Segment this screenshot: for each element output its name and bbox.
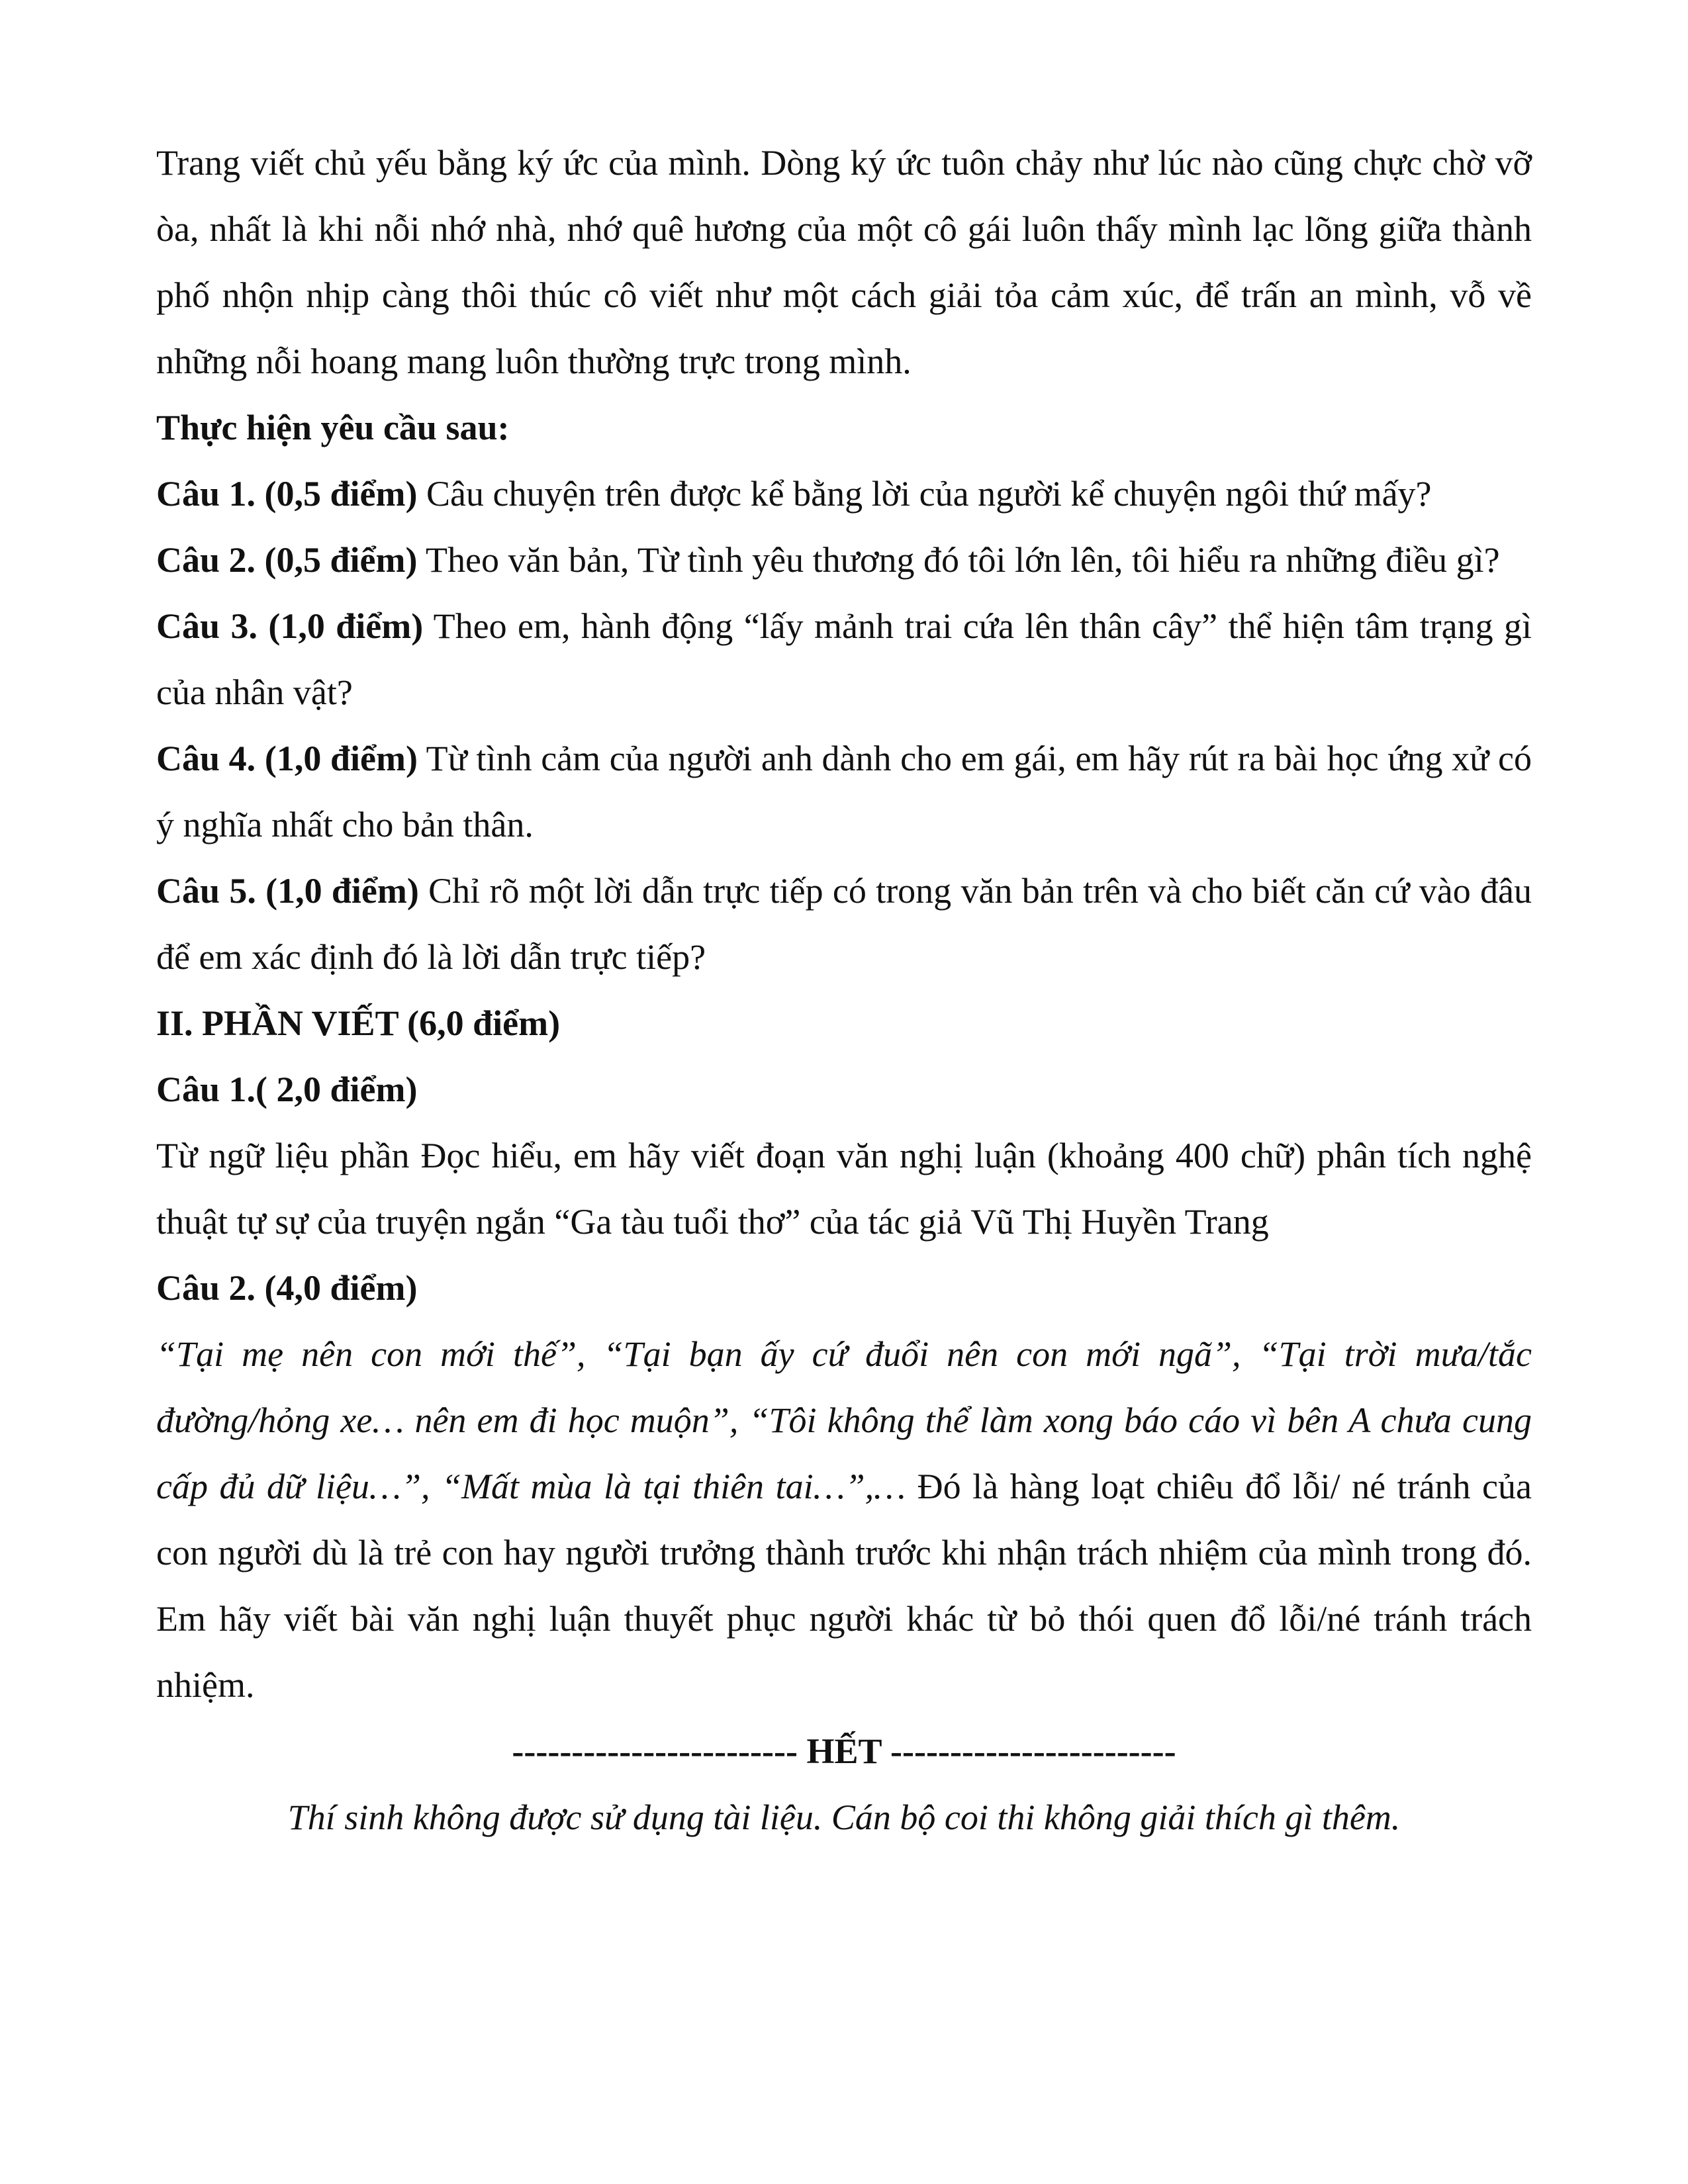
- question-3-label: Câu 3. (1,0 điểm): [156, 606, 424, 646]
- question-3-text: Theo em, hành động “lấy mảnh trai cứa lên thân cây” thể hiện tâm trạng gì của nhân vật?: [156, 606, 1532, 712]
- requirements-heading: Thực hiện yêu cầu sau:: [156, 408, 510, 447]
- writing-question-2-body: [156, 1321, 1532, 1718]
- question-4-text: Từ tình cảm của người anh dành cho em gái, em hãy rút ra bài học ứng xử có ý nghĩa nhất cho bản thân.: [156, 739, 1532, 844]
- end-marker: ------------------------ HẾT ------------------------: [512, 1731, 1176, 1771]
- intro-paragraph: Trang viết chủ yếu bằng ký ức của mình. Dòng ký ức tuôn chảy như lúc nào cũng chực chờ vỡ òa, nhất là khi nỗi nhớ nhà, nhớ quê hương của một cô gái luôn thấy mình lạc lõng giữa thành phố nhộn nhịp càng thôi thúc cô viết như một cách giải tỏa cảm xúc, để trấn an mình, vỗ về những nỗi hoang mang luôn thường trực trong mình.: [156, 143, 1532, 381]
- question-2-text: Theo văn bản, Từ tình yêu thương đó tôi lớn lên, tôi hiểu ra những điều gì?: [417, 540, 1500, 580]
- question-5-label: Câu 5. (1,0 điểm): [156, 871, 419, 911]
- question-1-text: Câu chuyện trên được kể bằng lời của người kể chuyện ngôi thứ mấy?: [417, 474, 1432, 514]
- question-2: [156, 527, 1532, 593]
- question-4: [156, 725, 1532, 858]
- writing-question-2-text: Đó là hàng loạt chiêu đổ lỗi/ né tránh của con người dù là trẻ con hay người trưởng thành trước khi nhận trách nhiệm của mình trong đó. Em hãy viết bài văn nghị luận thuyết phục người khác từ bỏ thói quen đổ lỗi/né tránh trách nhiệm.: [156, 1467, 1532, 1705]
- writing-question-1-text: Từ ngữ liệu phần Đọc hiểu, em hãy viết đoạn văn nghị luận (khoảng 400 chữ) phân tích nghệ thuật tự sự của truyện ngắn “Ga tàu tuổi thơ” của tác giả Vũ Thị Huyền Trang: [156, 1136, 1532, 1242]
- question-3: [156, 593, 1532, 725]
- writing-question-2-label: Câu 2. (4,0 điểm): [156, 1268, 418, 1308]
- question-4-label: Câu 4. (1,0 điểm): [156, 739, 418, 778]
- question-1: [156, 461, 1532, 527]
- question-5-text: Chỉ rõ một lời dẫn trực tiếp có trong văn bản trên và cho biết căn cứ vào đâu để em xác định đó là lời dẫn trực tiếp?: [156, 871, 1532, 977]
- writing-question-2-quote: “Tại mẹ nên con mới thế”, “Tại bạn ấy cứ đuổi nên con mới ngã”, “Tại trời mưa/tắc đường/hỏng xe… nên em đi học muộn”, “Tôi không thể làm xong báo cáo vì bên A chưa cung cấp đủ dữ liệu…”, “Mất mùa là tại thiên tai…”,…: [156, 1334, 1532, 1506]
- question-5: [156, 858, 1532, 990]
- writing-section-heading: II. PHẦN VIẾT (6,0 điểm): [156, 1003, 561, 1043]
- exam-page: [156, 130, 1532, 1850]
- writing-question-1-label: Câu 1.( 2,0 điểm): [156, 1069, 418, 1109]
- question-1-label: Câu 1. (0,5 điểm): [156, 474, 418, 514]
- footer-note: Thí sinh không được sử dụng tài liệu. Cán bộ coi thi không giải thích gì thêm.: [287, 1797, 1401, 1837]
- question-2-label: Câu 2. (0,5 điểm): [156, 540, 418, 580]
